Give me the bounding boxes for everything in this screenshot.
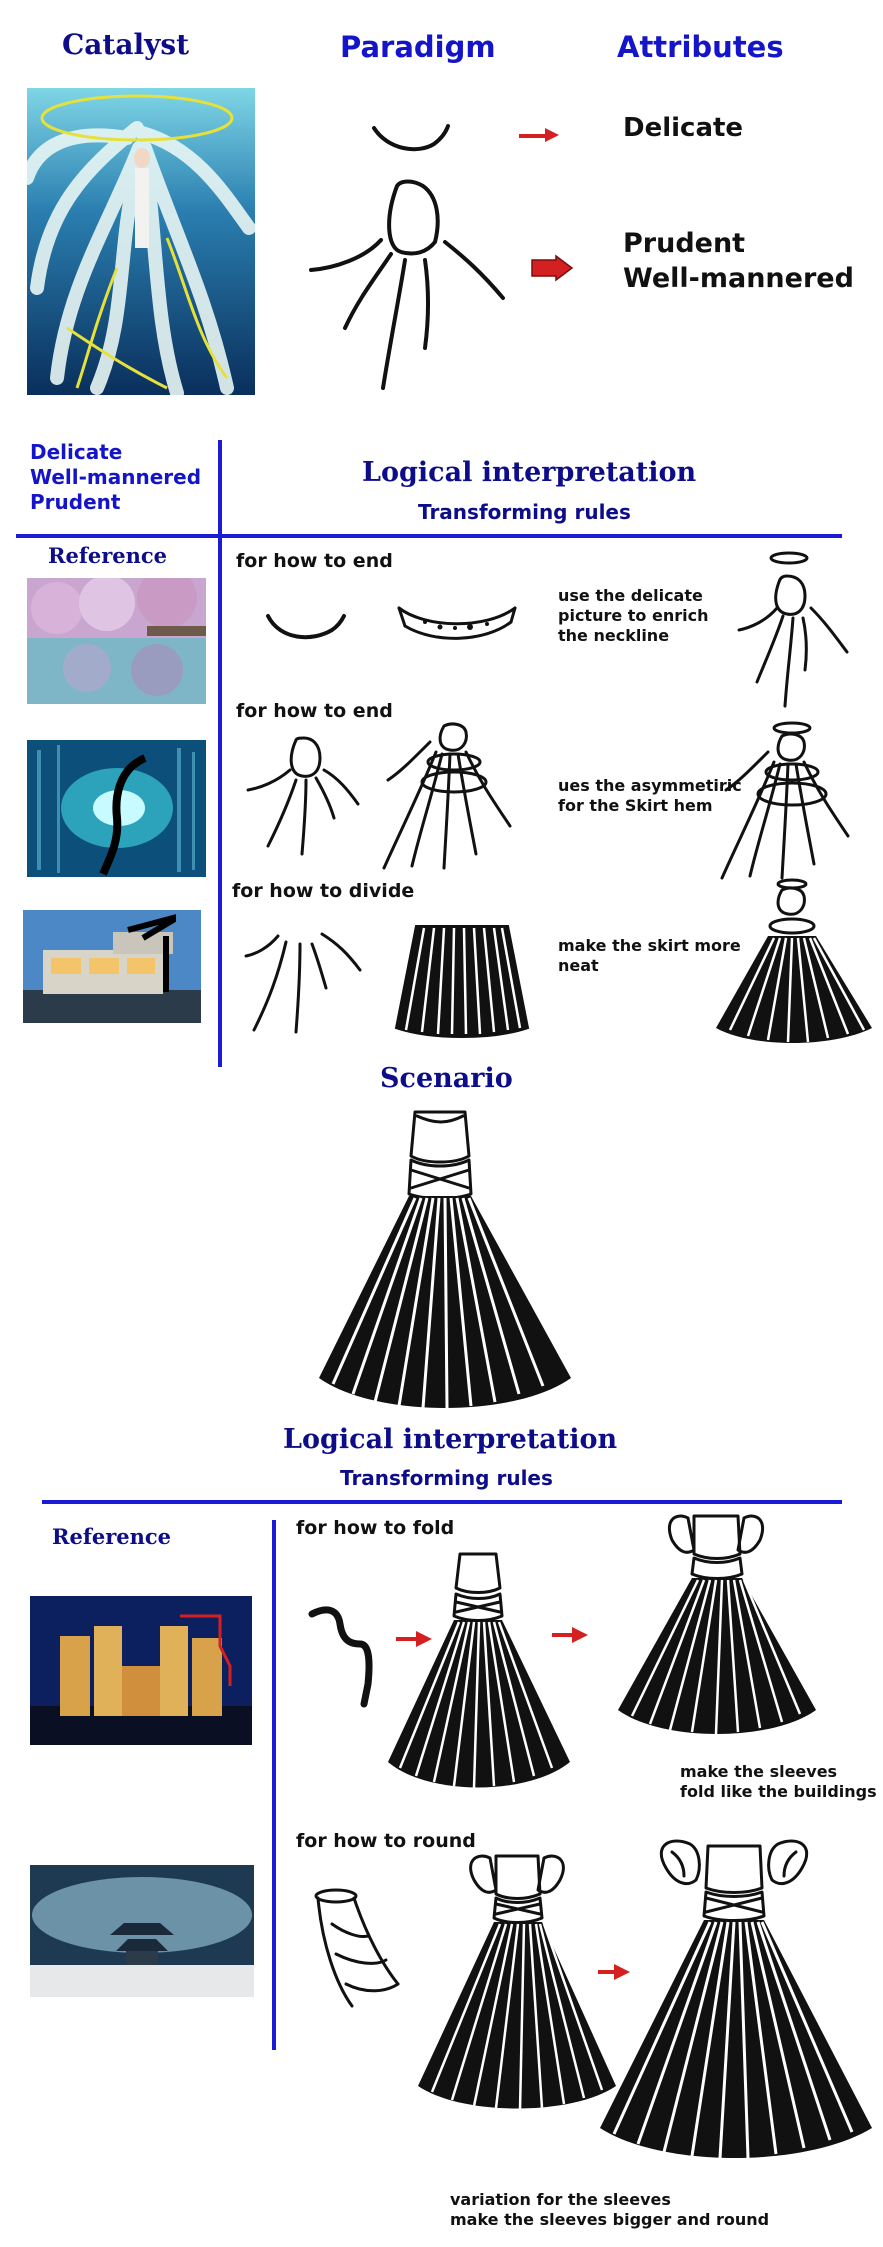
reference-photo-buildings: [30, 1596, 252, 1745]
catalyst-photo: [27, 88, 255, 395]
dress-sketch: [384, 1552, 574, 1792]
dress-with-skirt-sketch: [712, 722, 862, 882]
reference-photo-digital: [27, 740, 206, 877]
dress-folded-sleeves-sketch: [612, 1510, 822, 1740]
arrow-icon: [515, 120, 575, 150]
dress-folded-sleeves-sketch: [412, 1850, 622, 2120]
dress-pleated-sketch: [712, 878, 882, 1048]
reference-photo-house: [23, 910, 201, 1023]
reference-photo-temple: [30, 1865, 254, 1997]
dress-sketch: [244, 734, 374, 864]
dress-with-neckline-sketch: [735, 552, 855, 712]
rule-label: for how to fold: [296, 1517, 455, 1539]
attribute-delicate: Delicate: [623, 113, 744, 143]
reference-label: Reference: [52, 1524, 172, 1549]
divider-horizontal: [42, 1500, 842, 1504]
divider-horizontal: [16, 534, 842, 538]
reference-photo-lake: [27, 578, 206, 704]
dividing-lines-sketch: [242, 926, 372, 1036]
rule-label: for how to end: [236, 700, 393, 722]
asymmetric-skirt-sketch: [380, 722, 530, 872]
dress-round-sleeves-sketch: [596, 1838, 876, 2168]
rule-note: ues the asymmetiric for the Skirt hem: [558, 776, 742, 815]
attributes-heading: Attributes: [617, 30, 784, 64]
neckline-curve-sketch: [262, 610, 352, 650]
rule-label: for how to round: [296, 1830, 476, 1852]
rule-note: make the skirt more neat: [558, 936, 741, 975]
section2-title: Logical interpretation: [283, 1424, 618, 1455]
ornate-neckline-sketch: [395, 600, 525, 650]
catalyst-heading: Catalyst: [62, 28, 190, 61]
keyword-item: Prudent: [30, 490, 121, 514]
paradigm-heading: Paradigm: [340, 30, 496, 64]
rule-note: variation for the sleeves make the sleeves bigger and round: [450, 2190, 770, 2229]
attribute-prudent: Prudent: [623, 228, 746, 259]
pleated-skirt-sketch: [392, 920, 532, 1040]
rule-note: use the delicate picture to enrich the neckline: [558, 586, 709, 645]
attribute-well-mannered: Well-mannered: [623, 263, 854, 294]
section1-subtitle: Transforming rules: [418, 500, 631, 524]
scenario-dress-sketch: [315, 1108, 575, 1418]
reference-label: Reference: [48, 543, 168, 568]
lantern-shape-sketch: [306, 1884, 406, 2014]
rule-label: for how to divide: [232, 880, 415, 902]
dress-sketch: [305, 178, 545, 398]
keyword-list: [30, 440, 201, 515]
neckline-curve-sketch: [368, 120, 508, 160]
fold-line-sketch: [308, 1604, 388, 1714]
arrow-icon: [528, 252, 588, 288]
keyword-item: Well-mannered: [30, 465, 202, 489]
rule-label: for how to end: [236, 550, 393, 572]
section2-subtitle: Transforming rules: [340, 1466, 553, 1490]
scenario-title: Scenario: [380, 1063, 513, 1094]
divider-vertical: [272, 1520, 276, 2050]
section1-title: Logical interpretation: [362, 457, 697, 488]
keyword-item: Delicate: [30, 440, 123, 464]
rule-note: make the sleeves fold like the buildings: [680, 1762, 877, 1801]
